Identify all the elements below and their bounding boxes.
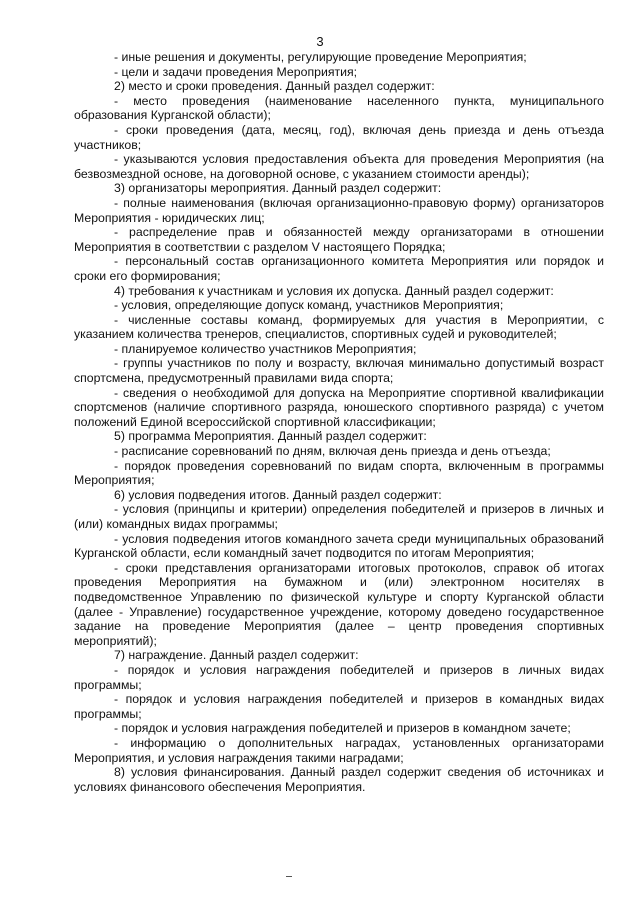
section-heading: 8) условия финансирования. Данный раздел содержит сведения об источниках и условиях финансового обеспечения Мероприятия. — [74, 765, 604, 794]
paragraph: - порядок проведения соревнований по видам спорта, включенным в программы Мероприятия; — [74, 458, 604, 488]
section-heading: 3) организаторы мероприятия. Данный раздел содержит: — [114, 181, 442, 196]
paragraph: - указываются условия предоставления объекта для проведения Мероприятия (на безвозмездной основе, на договорной основе, с указанием стоимости аренды); — [74, 152, 604, 181]
paragraph: - иные решения и документы, регулирующие проведение Мероприятия; — [114, 50, 527, 64]
section-heading: 4) требования к участникам и условия их допуска. Данный раздел содержит: — [114, 283, 554, 298]
paragraph: - порядок и условия награждения победителей и призеров в командном зачете; — [114, 721, 571, 736]
paragraph: - условия подведения итогов командного зачета среди муниципальных образований Курганской области, если командный зачет подводится по итогам Мероприятия; — [74, 531, 604, 561]
page-number: 3 — [316, 34, 324, 49]
document-body — [74, 50, 604, 794]
paragraph: - группы участников по полу и возрасту, включая минимально допустимый возраст спортсмена, предусмотренный правилами вида спорта; — [74, 356, 604, 386]
paragraph: - персональный состав организационного комитета Мероприятия или порядок и сроки его формирования; — [74, 254, 604, 283]
paragraph: - полные наименования (включая организационно-правовую форму) организаторов Мероприятия - юридических лиц; — [74, 195, 604, 225]
section-heading: 6) условия подведения итогов. Данный раздел содержит: — [114, 487, 442, 502]
paragraph: - порядок и условия награждения победителей и призеров в личных видах программы; — [74, 662, 604, 692]
paragraph: - условия (принципы и критерии) определения победителей и призеров в личных и (или) командных видах программы; — [74, 502, 604, 531]
paragraph: - расписание соревнований по дням, включая день приезда и день отъезда; — [114, 444, 551, 459]
paragraph: - распределение прав и обязанностей между организаторами в отношении Мероприятия в соответствии с разделом V настоящего Порядка; — [74, 225, 604, 254]
paragraph: - планируемое количество участников Мероприятия; — [114, 341, 417, 356]
paragraph: - информацию о дополнительных наградах, установленных организаторами Мероприятия, и условия награждения такими наградами; — [74, 735, 604, 765]
section-heading: 5) программа Мероприятия. Данный раздел содержит: — [114, 429, 427, 444]
paragraph: - численные составы команд, формируемых для участия в Мероприятии, с указанием количества тренеров, специалистов, спортивных судей и руководителей; — [74, 312, 604, 342]
paragraph: - условия, определяющие допуск команд, участников Мероприятия; — [114, 298, 504, 313]
section-heading: 7) награждение. Данный раздел содержит: — [114, 648, 359, 663]
section-heading: 2) место и сроки проведения. Данный раздел содержит: — [114, 79, 435, 94]
paragraph: - порядок и условия награждения победителей и призеров в командных видах программы; — [74, 692, 604, 721]
paragraph: - сроки представления организаторами итоговых протоколов, справок об итогах проведения Мероприятия на бумажном и (или) электронном носителях в подведомственное Управлению по физической культуре и спорту Курганской области (далее - Управление) государственное учреждение, которому доведено государственное задание на проведение Мероприятия (далее – центр проведения спортивных мероприятий); — [74, 560, 604, 648]
paragraph: - сведения о необходимой для допуска на Мероприятие спортивной квалификации спортсменов (наличие спортивного разряда, юношеского спортивного разряда) с учетом положений Единой всероссийской спортивной классификации; — [74, 385, 604, 429]
paragraph: - сроки проведения (дата, месяц, год), включая день приезда и день отъезда участников; — [74, 122, 604, 152]
scan-mark — [286, 876, 292, 877]
paragraph: - место проведения (наименование населенного пункта, муниципального образования Курганской области); — [74, 93, 604, 123]
paragraph: - цели и задачи проведения Мероприятия; — [114, 64, 358, 79]
